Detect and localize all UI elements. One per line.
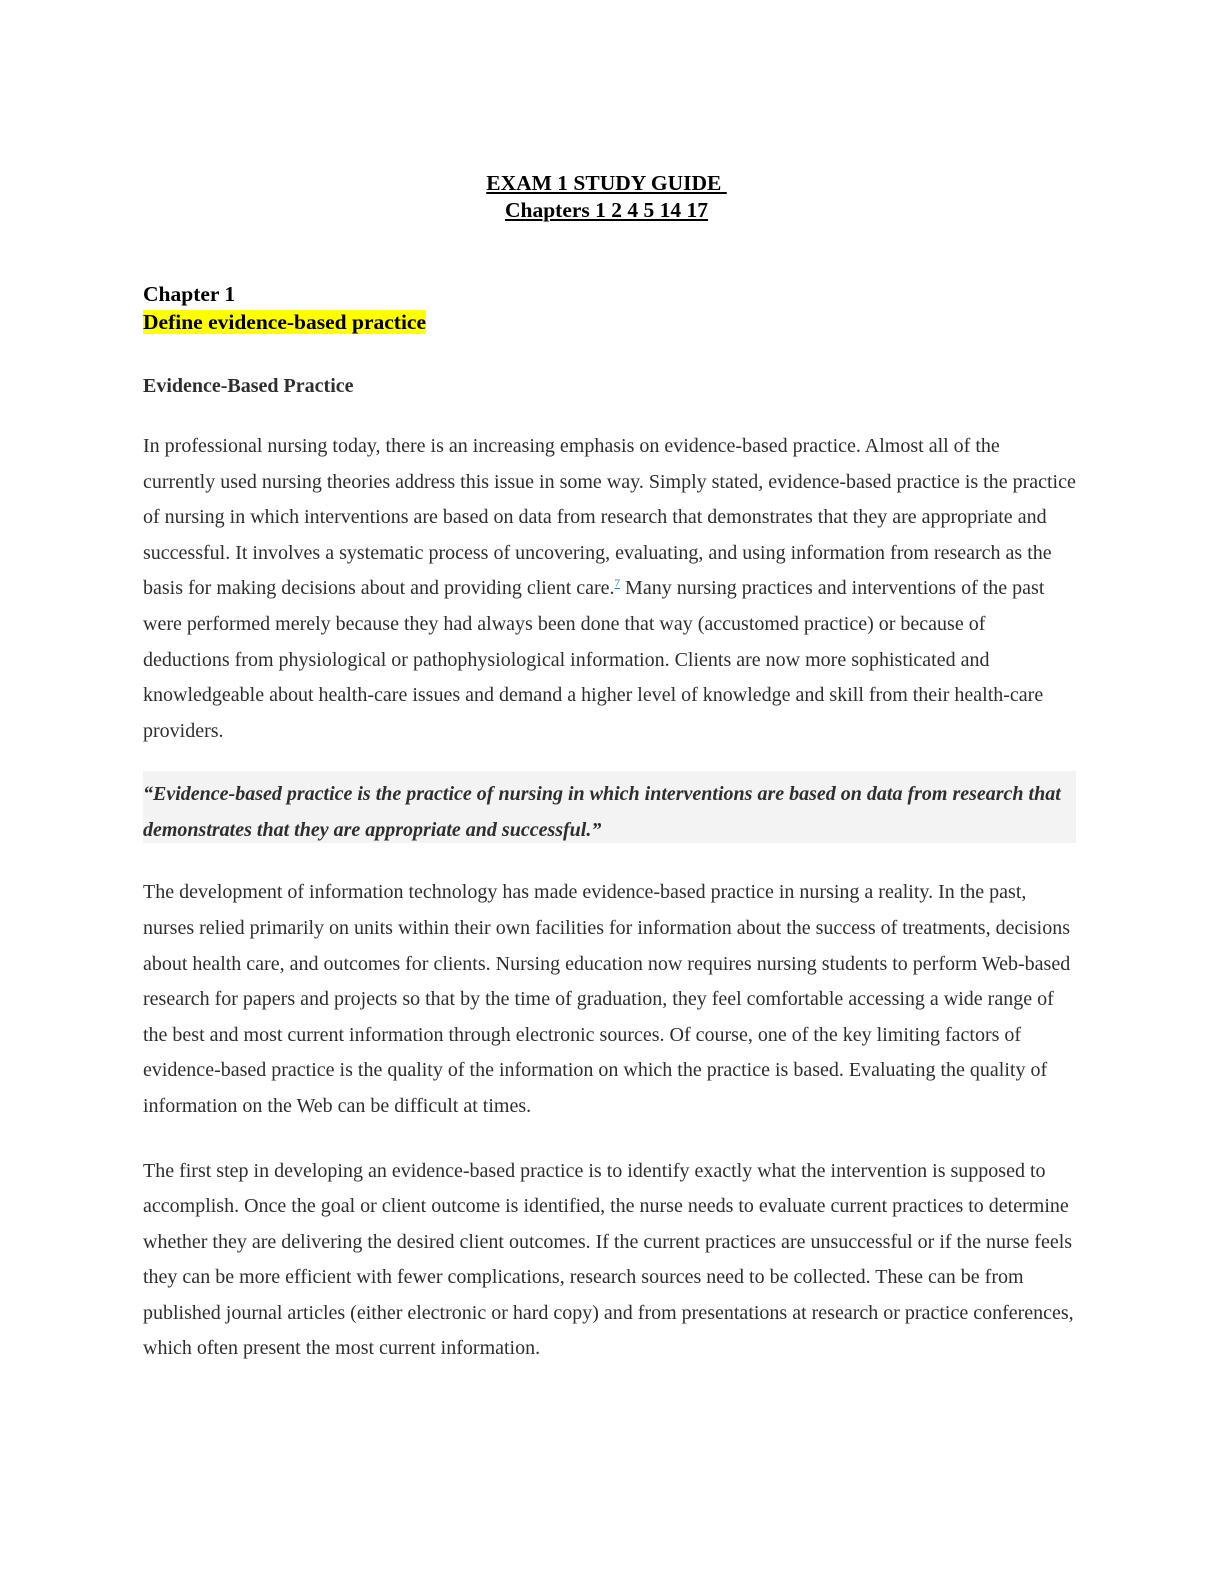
paragraph-3: The first step in developing an evidence-based practice is to identify exactly what the intervention is supposed to accomplish. Once the goal or client outcome is identified, the nurse needs to evaluate current practices to determine whether they are delivering the desired client outcomes. If the current practices are unsuccessful or if the nurse feels they can be more efficient with fewer complications, research sources need to be collected. These can be from published journal articles (either electronic or hard copy) and from presentations at research or practice conferences, which often present the most current information. <box>143 1159 1074 1360</box>
reference-link[interactable]: 7 <box>614 577 621 590</box>
highlighted-objective-text: Define evidence-based practice <box>143 310 427 334</box>
document-title <box>143 170 1070 224</box>
paragraph-1-text-start: In professional nursing today, there is an increasing emphasis on evidence-based practice. Almost all of the currently used nursing theories address this issue in some way. Simply stated, evidence-based practice is the practice of nursing in which interventions are based on data from research that demonstrates that they are appropriate and successful. It involves a systematic process of uncovering, evaluating, and using information from research as the basis for making decisions about and providing client care. <box>143 435 1076 600</box>
paragraph-2: The development of information technology has made evidence-based practice in nursing a reality. In the past, nurses relied primarily on units within their own facilities for information about the success of treatments, decisions about health care, and outcomes for clients. Nursing education now requires nursing students to perform Web-based research for papers and projects so that by the time of graduation, they feel comfortable accessing a wide range of the best and most current information through electronic sources. Of course, one of the key limiting factors of evidence-based practice is the quality of the information on which the practice is based. Evaluating the quality of information on the Web can be difficult at times. <box>143 881 1071 1117</box>
chapter-heading: Chapter 1 <box>143 282 236 306</box>
section-heading: Evidence-Based Practice <box>143 375 354 397</box>
paragraph-1-text-end: Many nursing practices and interventions of the past were performed merely because they had always been done that way (accustomed practice) or because of deductions from physiological or pathophysiological information. Clients are now more sophisticated and knowledgeable about health-care issues and demand a higher level of knowledge and skill from their health-care providers. <box>143 577 1045 742</box>
pull-quote: “Evidence-based practice is the practice of nursing in which interventions are based on data from research that demonstrates that they are appropriate and successful.” <box>143 771 1076 843</box>
title-line-1: EXAM 1 STUDY GUIDE <box>486 171 727 195</box>
learning-objective <box>143 308 1070 336</box>
title-line-2: Chapters 1 2 4 5 14 17 <box>504 198 709 222</box>
document-page <box>143 170 1076 1367</box>
paragraph-1 <box>143 429 1076 749</box>
